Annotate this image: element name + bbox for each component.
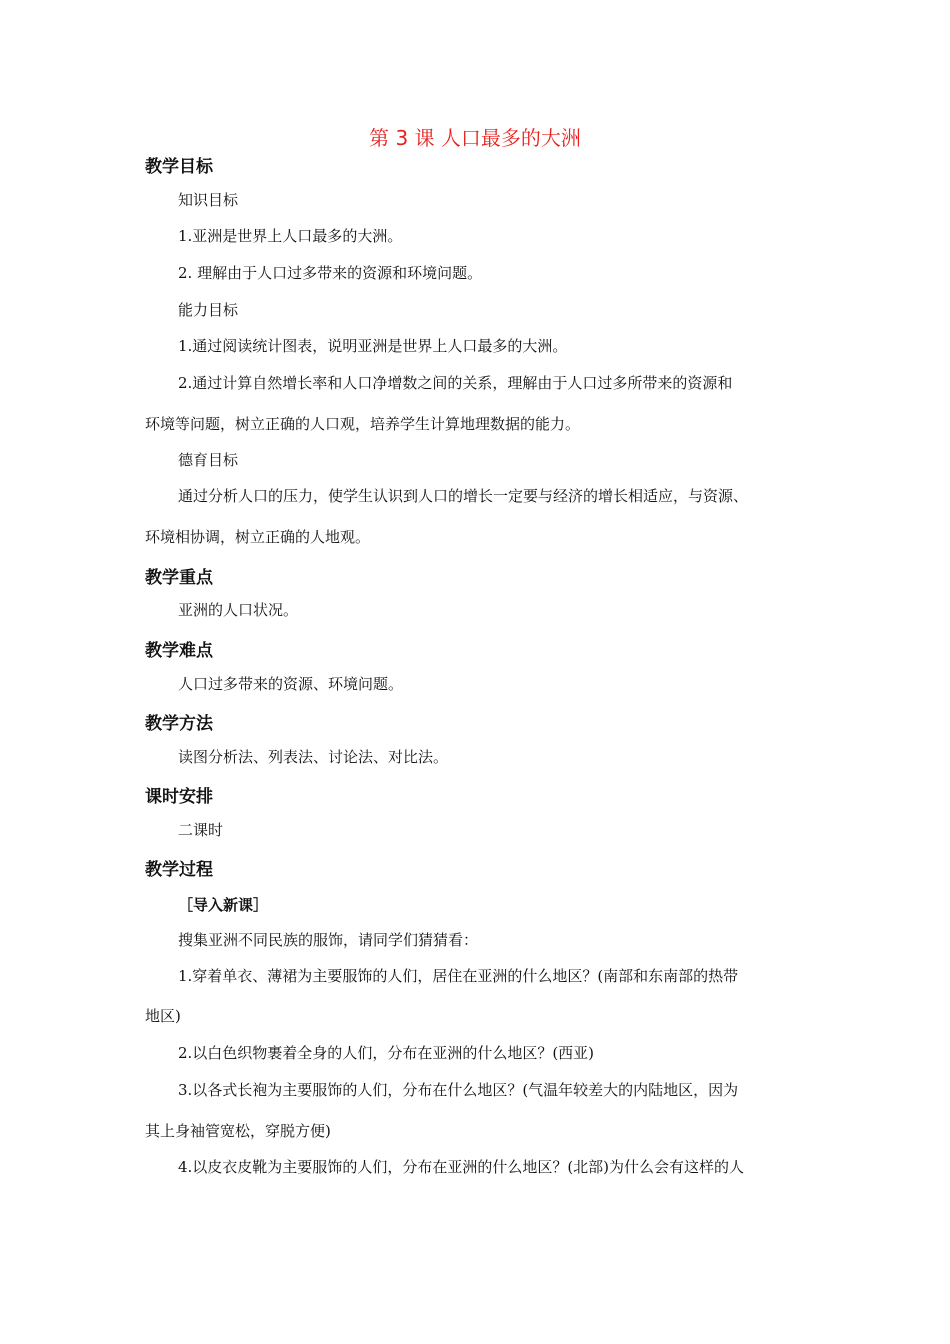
question-3-line1: 3.以各式长袍为主要服饰的人们，分布在什么地区？(气温年较差大的内陆地区，因为	[178, 1081, 739, 1099]
intro-label: ［导入新课］	[178, 896, 269, 914]
ability-goal-2-line1: 2.通过计算自然增长率和人口净增数之间的关系，理解由于人口过多所带来的资源和	[178, 374, 733, 392]
ability-goal-label: 能力目标	[178, 301, 239, 319]
schedule-text: 二课时	[178, 821, 224, 839]
moral-goal-line1: 通过分析人口的压力，使学生认识到人口的增长一定要与经济的增长相适应，与资源、	[178, 487, 749, 505]
method-text: 读图分析法、列表法、讨论法、对比法。	[178, 748, 449, 766]
knowledge-goal-1: 1.亚洲是世界上人口最多的大洲。	[178, 227, 403, 245]
heading-key-point: 教学重点	[145, 568, 213, 588]
knowledge-goal-label: 知识目标	[178, 191, 239, 209]
knowledge-goal-2: 2. 理解由于人口过多带来的资源和环境问题。	[178, 264, 483, 282]
intro-text: 搜集亚洲不同民族的服饰，请同学们猜猜看：	[178, 931, 479, 949]
question-1-line1: 1.穿着单衣、薄裙为主要服饰的人们，居住在亚洲的什么地区？(南部和东南部的热带	[178, 967, 739, 985]
moral-goal-label: 德育目标	[178, 451, 239, 469]
heading-schedule: 课时安排	[145, 787, 213, 807]
question-3-line2: 其上身袖管宽松，穿脱方便)	[145, 1122, 331, 1140]
question-2: 2.以白色织物裹着全身的人们，分布在亚洲的什么地区？(西亚)	[178, 1044, 595, 1062]
question-1-line2: 地区)	[145, 1007, 181, 1025]
ability-goal-2-line2: 环境等问题，树立正确的人口观，培养学生计算地理数据的能力。	[145, 415, 581, 433]
heading-difficulty: 教学难点	[145, 641, 213, 661]
key-point-text: 亚洲的人口状况。	[178, 601, 299, 619]
question-4-line1: 4.以皮衣皮靴为主要服饰的人们，分布在亚洲的什么地区？(北部)为什么会有这样的人	[178, 1158, 745, 1176]
ability-goal-1: 1.通过阅读统计图表，说明亚洲是世界上人口最多的大洲。	[178, 337, 568, 355]
difficulty-text: 人口过多带来的资源、环境问题。	[178, 675, 404, 693]
heading-goals: 教学目标	[145, 157, 213, 177]
moral-goal-line2: 环境相协调，树立正确的人地观。	[145, 528, 371, 546]
heading-method: 教学方法	[145, 714, 213, 734]
heading-process: 教学过程	[145, 860, 213, 880]
lesson-title: 第 3 课 人口最多的大洲	[369, 126, 581, 150]
